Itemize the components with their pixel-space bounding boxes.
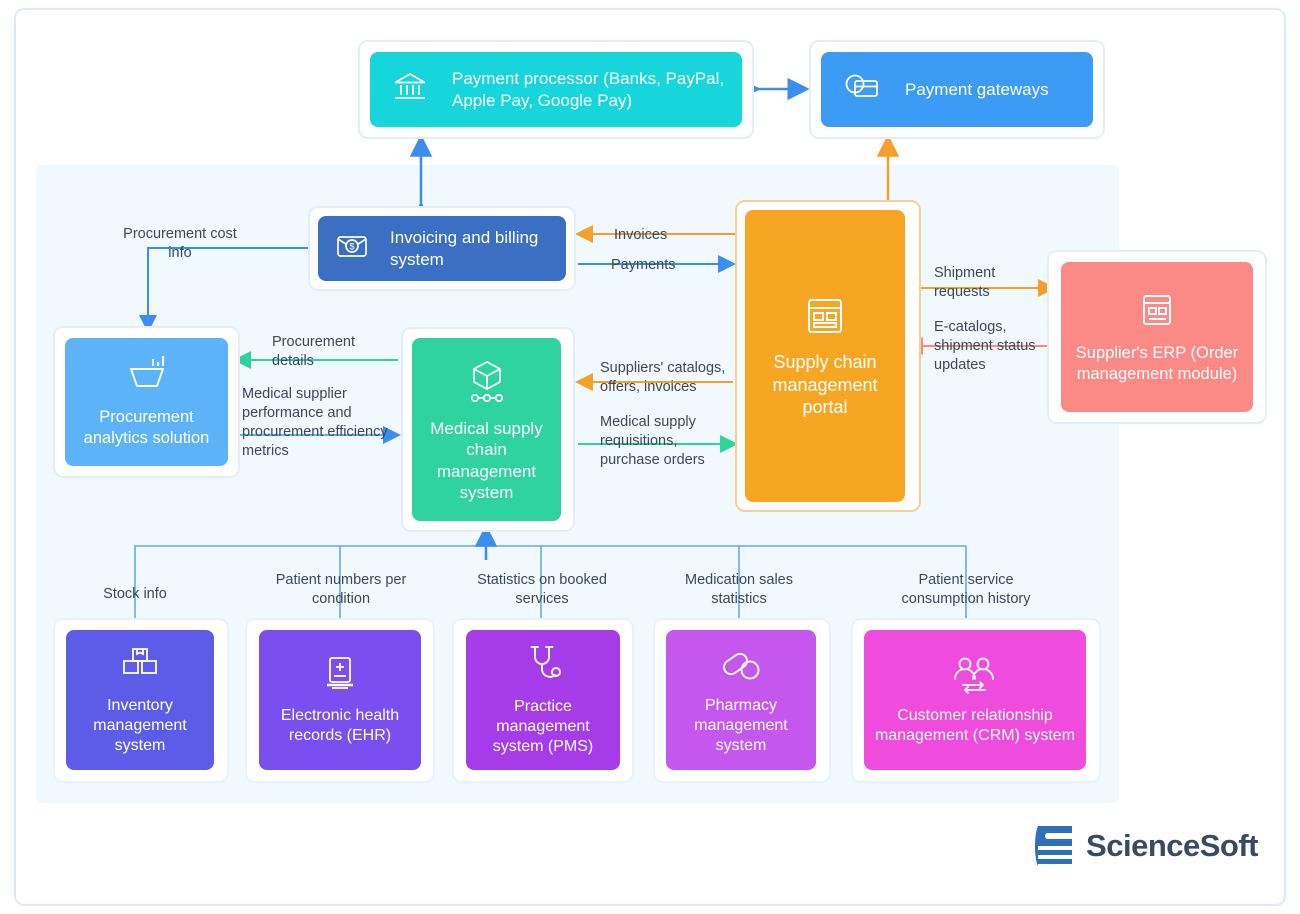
erp-window-icon: [1136, 289, 1178, 337]
edge-label-procurement-details: Procurement details: [272, 334, 356, 369]
analytics-chart-icon: [123, 355, 171, 401]
edge-label-suppliers-catalogs: Suppliers' catalogs, offers, invoices: [600, 360, 726, 395]
health-record-icon: [320, 654, 360, 700]
edge-label-ecatalogs: E-catalogs, shipment status updates: [934, 319, 1036, 373]
bank-icon: [390, 67, 430, 113]
edge-label-payments: Payments: [611, 257, 676, 273]
node-crm[interactable]: [864, 630, 1086, 770]
edge-label-requisitions: Medical supply requisitions, purchase orders: [600, 414, 705, 468]
node-supplier-erp[interactable]: [1061, 262, 1253, 412]
edge-label-stock-info: Stock info: [103, 586, 167, 602]
people-arrows-icon: [949, 654, 1001, 700]
node-pms-label: Practice management system (PMS): [492, 698, 594, 755]
node-supplier-erp-label: Supplier's ERP (Order management module): [1075, 344, 1239, 383]
node-invoicing-billing-label: Invoicing and billing system: [390, 228, 539, 269]
node-invoicing-billing[interactable]: [318, 216, 566, 281]
stethoscope-icon: [523, 643, 563, 691]
node-payment-gateways[interactable]: [821, 52, 1093, 127]
edge-label-booked-services: Statistics on booked services: [477, 572, 607, 607]
edge-label-patient-numbers: Patient numbers per condition: [275, 572, 407, 607]
edge-label-medication-sales: Medication sales statistics: [685, 572, 793, 607]
portal-window-icon: [802, 293, 848, 345]
node-payment-gateways-label: Payment gateways: [905, 79, 1049, 99]
node-pharmacy-label: Pharmacy management system: [694, 697, 788, 754]
node-supply-chain-portal[interactable]: [745, 210, 905, 502]
sciencesoft-wordmark: ScienceSoft: [1086, 828, 1258, 863]
node-ehr-label: Electronic health records (EHR): [280, 707, 400, 744]
pills-icon: [719, 644, 763, 690]
edge-label-invoices: Invoices: [614, 227, 668, 243]
node-supply-chain-portal-label: Supply chain management portal: [772, 352, 878, 418]
node-inventory-management-label: Inventory management system: [93, 697, 187, 754]
box-network-icon: [464, 356, 510, 412]
edge-label-service-history: Patient service consumption history: [901, 572, 1031, 607]
edge-label-supplier-metrics: Medical supplier performance and procurement efficiency metrics: [242, 386, 388, 459]
node-payment-processor-label: Payment processor (Banks, PayPal, Apple Pay, Google Pay): [452, 69, 725, 110]
svg-text:$: $: [349, 241, 355, 251]
node-pharmacy[interactable]: [666, 630, 816, 770]
node-ehr[interactable]: [259, 630, 421, 770]
node-procurement-analytics-label: Procurement analytics solution: [83, 408, 210, 447]
node-mscm[interactable]: [412, 338, 561, 521]
sciencesoft-logo: [1032, 820, 1258, 872]
node-procurement-analytics[interactable]: [65, 338, 228, 466]
boxes-icon: [119, 644, 161, 690]
node-pms[interactable]: [466, 630, 620, 770]
node-crm-label: Customer relationship management (CRM) system: [874, 707, 1076, 744]
edge-label-shipment-requests: Shipment requests: [934, 265, 996, 300]
sciencesoft-mark-icon: [1032, 820, 1078, 872]
node-inventory-management[interactable]: [66, 630, 214, 770]
node-mscm-label: Medical supply chain management system: [430, 419, 543, 502]
cards-icon: [841, 67, 883, 113]
node-payment-processor[interactable]: [370, 52, 742, 127]
edge-label-procurement-cost-info: Procurement cost info: [123, 226, 237, 261]
invoice-dollar-icon: [334, 229, 370, 269]
